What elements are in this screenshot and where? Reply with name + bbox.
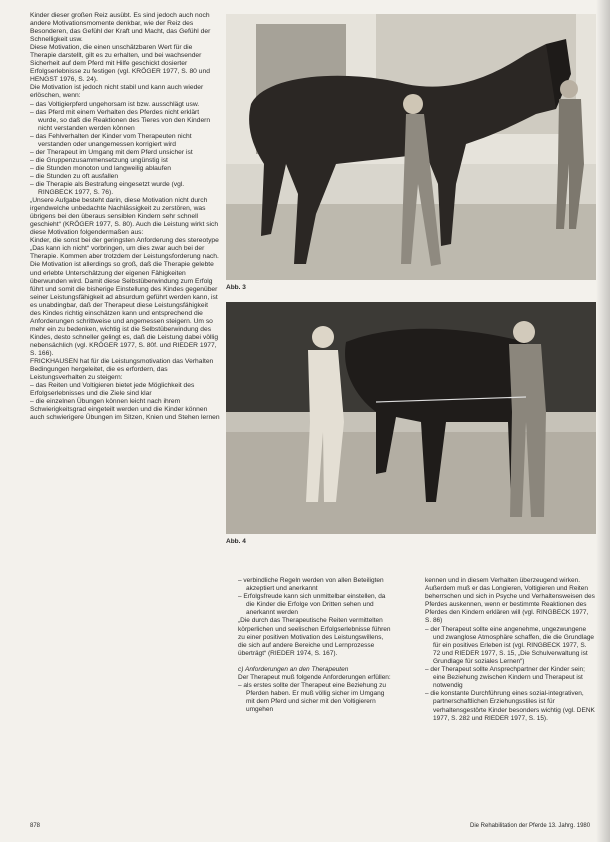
photo-horse-children-1: [226, 14, 596, 280]
bottom-col2-list-item: – der Therapeut sollte eine angenehme, ungezwungene und zwanglose Atmosphäre schaffen, die die Grundlage für ein positives Erleben ist (vgl. RINGBECK 1977, S. 72 und RIEDER 1977, S. 15, „Die Schulverwaltung ist Grundlage für soziales Lernen“): [425, 625, 595, 665]
bottom-col2-list: [425, 626, 595, 723]
left-paragraph: – die einzelnen Übungen können leicht nach ihrem Schwierigkeitsgrad eingeteilt werden und die Kinder können auch schwierigere Übungen im Sitzen, Knien und Stehen lernen: [30, 398, 220, 422]
bottom-col1-list-item: – verbindliche Regeln werden von allen Beteiligten akzeptiert und anerkannt: [238, 577, 384, 593]
left-paragraph: Kinder, die sonst bei der geringsten Anforderung des stereotype „Das kann ich nicht“ vorbringen, um dies zwar auch bei der Therapie. Kommen aber trotzdem der Leistungsforderung nach. Die Motivation ist allerdings so groß, daß die Therapie gelebte und erlebte Unterschätzung der eigenen Fähigkeiten überwunden wird. Damit diese Selbstüberwindung zum Erfolg führt und somit die bisherige Einstellung des Kindes gegenüber seiner Leistungsfähigkeit ad absurdum geführt werden kann, ist es unabdingbar, daß der Therapeut diese Leistungsfähigkeit des Kindes richtig einschätzen kann und entsprechend die Anforderungen schrittweise und angemessen steigern. Um so mehr ein zu bedenken, wichtig ist die Selbstüberwindung des Kindes, desto schneller gelingt es, daß die Leistung dabei völlig nebensächlich (vgl. KRÖGER 1977, S. 80f. und RIEDER 1977, S. 166).: [30, 237, 219, 357]
bottom-column-1: [238, 577, 393, 715]
page-number: 878: [30, 823, 41, 829]
left-paragraphs-a: [30, 12, 220, 101]
journal-footer: Die Rehabilitation der Pferde 13. Jahrg. 1980: [470, 823, 591, 829]
photo-1-drawing: [226, 14, 596, 280]
left-paragraph: „Unsere Aufgabe besteht darin, diese Motivation nicht durch irgendwelche unbedachte Nachlässigkeit zu zerstören, was übrigens bei den überaus sensiblen Kindern sehr schnell geschieht“ (KRÖGER 1977, S. 80). Auch die Leistung wirkt sich diese Motivation folgendermaßen aus:: [30, 197, 219, 237]
bottom-col2-text: kennen und in diesem Verhalten überzeugend wirken. Außerdem muß er das Longieren, Voltigieren und Reiten beherrschen und sich in Psyche und Verhaltensweisen des Pferdes auskennen, wenn er bestimmte Reaktionen des Pferdes den Kindern erklären will (vgl. RINGBECK 1977, S. 86): [425, 577, 595, 625]
bottom-col2-list-item: – der Therapeut sollte Ansprechpartner der Kinder sein; eine Beziehung zwischen Kindern und Therapeut ist notwendig: [425, 666, 585, 690]
bottom-column-2: [425, 577, 595, 723]
caption-fig3: Abb. 3: [226, 284, 246, 291]
left-list-item: – die Stunden zu oft ausfallen: [30, 172, 119, 180]
left-paragraph: – das Reiten und Voltigieren bietet jede Möglichkeit des Erfolgserlebnisses und die Ziele sind klar: [30, 382, 195, 398]
left-text-column: [30, 12, 220, 422]
left-paragraph: Diese Motivation, die einen unschätzbaren Wert für die Therapie darstellt, gilt es zu erhalten, und bei wachsender Sicherheit auf dem Pferd mit Hilfe geschickt dosierter Erfolgserlebnisse zu festigen (vgl. KRÖGER 1977, S. 80 und HENGST 1976, S. 24).: [30, 44, 210, 84]
bottom-col1-quote: „Die durch das Therapeutische Reiten vermittelten körperlichen und seelischen Erfolgserlebnisse führen zu einer positiven Motivation des Leistungswillens, die sich auf andere Bereiche und Lernprozesse überträgt“ (RIEDER 1974, S. 167).: [238, 617, 391, 657]
left-list-a: [30, 101, 220, 198]
left-list-item: – das Pferd mit einem Verhalten des Pferdes nicht erklärt wurde, so daß die Reaktionen des Tieres von den Kindern nicht verstanden werden können: [30, 108, 211, 132]
photo-horse-children-2: [226, 302, 596, 534]
left-paragraph: FRICKHAUSEN hat für die Leistungsmotivation das Verhalten Bedingungen hergeleitet, die es erfordern, das Leistungsverhalten zu steigern:: [30, 358, 214, 382]
left-list-item: – der Therapeut im Umgang mit dem Pferd unsicher ist: [30, 148, 193, 156]
caption-fig4: Abb. 4: [226, 538, 246, 545]
bottom-col1-list: [238, 577, 393, 617]
bottom-col2-list-item: – die konstante Durchführung eines sozial-integrativen, partnerschaftlichen Erziehungsstiles ist für verhaltensgestörte Kinder besonders wichtig (vgl. DENK 1977, S. 282 und RIEDER 1977, S. 15).: [425, 690, 595, 722]
left-list-item: – das Fehlverhalten der Kinder vom Therapeuten nicht verstanden oder unangemessen korrigiert wird: [30, 132, 192, 148]
left-paragraphs-b: [30, 197, 220, 422]
left-paragraph: Die Motivation ist jedoch nicht stabil und kann auch wieder erlöschen, wenn:: [30, 84, 204, 100]
left-list-item: – die Stunden monoton und langweilig ablaufen: [30, 164, 171, 172]
page-edge-shadow: [596, 0, 610, 842]
left-list-item: – das Voltigierpferd ungehorsam ist bzw. ausschlägt usw.: [30, 100, 200, 108]
bottom-col1-heading: c) Anforderungen an den Therapeuten: [238, 665, 349, 673]
bottom-col1-intro: Der Therapeut muß folgende Anforderungen erfüllen:: [238, 674, 391, 682]
bottom-col1-list-item: – Erfolgsfreude kann sich unmittelbar einstellen, da die Kinder die Erfolge von Dritten sehen und anerkannt werden: [238, 593, 386, 617]
left-list-item: – die Therapie als Bestrafung eingesetzt wurde (vgl. RINGBECK 1977, S. 76).: [30, 180, 185, 197]
bottom-col1-list-item: – als erstes sollte der Therapeut eine Beziehung zu Pferden haben. Er muß völlig sicher im Umgang mit dem Pferd und sicher mit den Voltigierern umgehen: [238, 682, 387, 714]
bottom-col1-list2: [238, 682, 393, 714]
left-list-item: – die Gruppenzusammensetzung ungünstig ist: [30, 156, 168, 164]
photo-2-drawing: [226, 302, 596, 534]
left-paragraph: Kinder dieser großen Reiz ausübt. Es sind jedoch auch noch andere Motivationsmomente denkbar, wie der Reiz des Besonderen, das Gefühl der Kraft und Macht, das Gefühl der Schnelligkeit usw.: [30, 12, 211, 44]
